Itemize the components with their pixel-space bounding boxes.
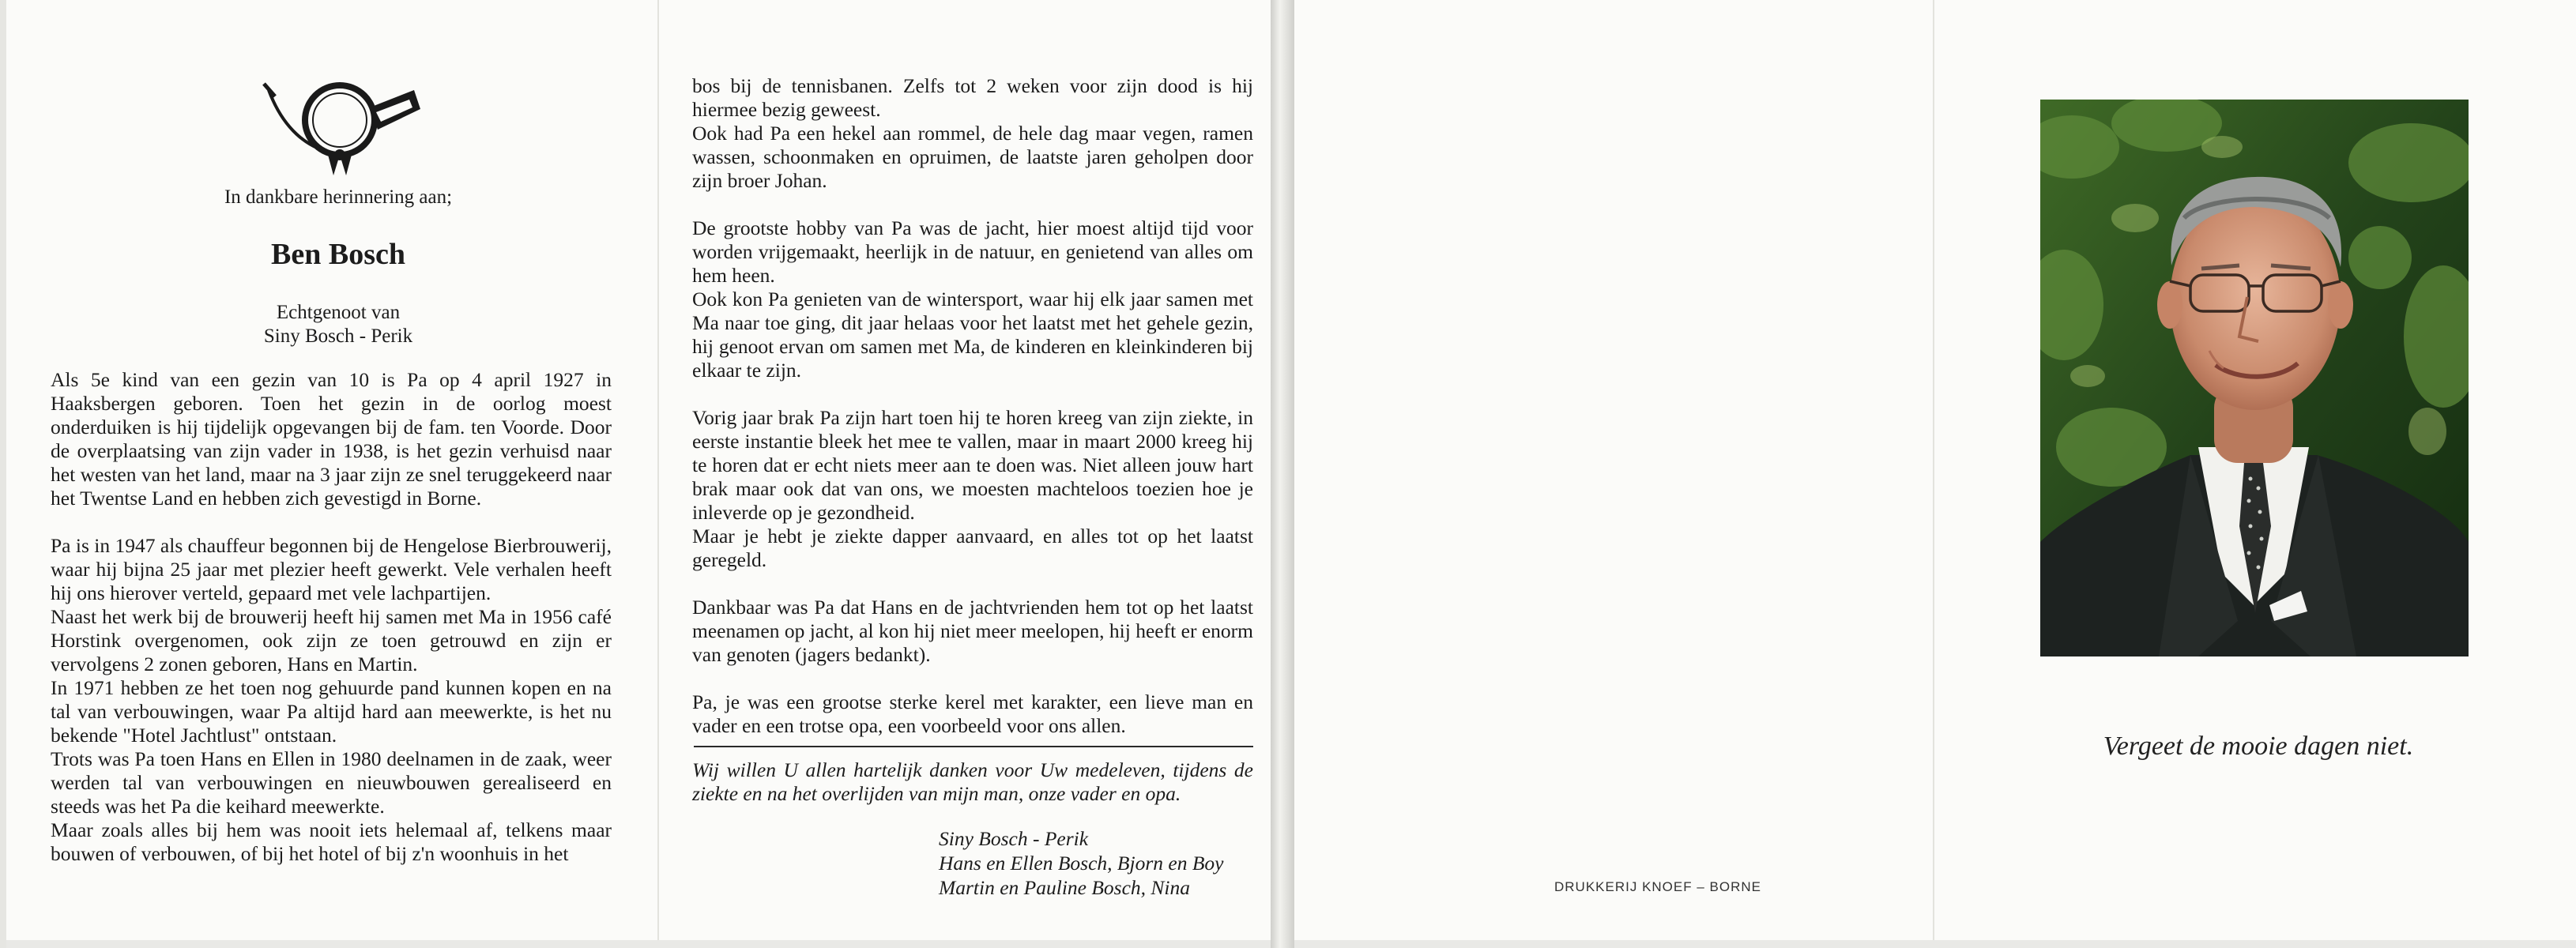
page-edge bbox=[6, 940, 1271, 948]
hunting-horn-icon bbox=[251, 73, 425, 183]
biography-paragraph: Maar zoals alles bij hem was nooit iets helemaal af, telkens maar bouwen of verbouwen, of bij het hotel of bij z'n woonhuis in het bbox=[51, 818, 612, 865]
biography-paragraph: Trots was Pa toen Hans en Ellen in 1980 deelnamen in de zaak, weer werden tal van verbouwingen en nieuwbouwen gerealiseerd en steeds was het Pa die keihard meewerkte. bbox=[51, 747, 612, 818]
dedication-line: In dankbare herinnering aan; bbox=[224, 186, 453, 208]
biography-column-2 bbox=[692, 74, 1253, 738]
biography-paragraph: Ook kon Pa genieten van de wintersport, waar hij elk jaar samen met Ma naar toe ging, dit jaar helaas voor het laatst met het gehele gezin, hij genoot ervan om samen met Ma, de kinderen en kleinkinderen bij elkaar te zijn. bbox=[692, 288, 1253, 382]
memorial-motto: Vergeet de mooie dagen niet. bbox=[2103, 732, 2414, 761]
biography-paragraph: Ook had Pa een hekel aan rommel, de hele dag maar vegen, ramen wassen, schoonmaken en opruimen, de laatste jaren geholpen door zijn broer Johan. bbox=[692, 122, 1253, 192]
signoff-line: Hans en Ellen Bosch, Bjorn en Boy bbox=[939, 852, 1224, 875]
biography-column-1 bbox=[51, 368, 612, 866]
biography-paragraph: In 1971 hebben ze het toen nog gehuurde pand kunnen kopen en na tal van verbouwingen, waar Pa altijd hard aan meewerkte, is het nu bekende "Hotel Jachtlust" ontstaan. bbox=[51, 676, 612, 747]
spouse-relation: Echtgenoot van bbox=[276, 302, 401, 323]
center-fold bbox=[657, 0, 659, 948]
biography-paragraph: Dankbaar was Pa dat Hans en de jachtvrienden hem tot op het laatst meenamen op jacht, al kon hij niet meer meelopen, hij heeft er enorm van genoten (jagers bedankt). bbox=[692, 596, 1253, 666]
biography-paragraph: De grootste hobby van Pa was de jacht, hier moest altijd tijd voor worden vrijgemaakt, heerlijk in de natuur, en genietend van alles om hem heen. bbox=[692, 216, 1253, 287]
printer-credit: DRUKKERIJ KNOEF – BORNE bbox=[1554, 879, 1761, 894]
biography-paragraph: Vorig jaar brak Pa zijn hart toen hij te horen kreeg van zijn ziekte, in eerste instantie bleek het mee te vallen, maar in maart 2000 kreeg hij te horen dat er echt niets meer aan te doen was. Niet alleen jouw hart brak maar ook dat van ons, we moesten machteloos toezien hoe je inleverde op je gezondheid. bbox=[692, 406, 1253, 524]
card-inner-spread bbox=[6, 0, 1271, 948]
center-fold bbox=[1933, 0, 1934, 948]
biography-paragraph: Maar je hebt je ziekte dapper aanvaard, en alles tot op het laatst geregeld. bbox=[692, 525, 1253, 571]
thanks-message: Wij willen U allen hartelijk danken voor Uw medeleven, tijdens de ziekte en na het overlijden van mijn man, onze vader en opa. bbox=[692, 758, 1253, 805]
biography-paragraph: Pa is in 1947 als chauffeur begonnen bij de Hengelose Bierbrouwerij, waar hij bijna 25 jaar met plezier heeft gewerkt. Vele verhalen heeft hij ons hierover verteld, gepaard met vele lachpartijen. bbox=[51, 534, 612, 604]
deceased-name: Ben Bosch bbox=[271, 238, 405, 271]
card-fold-gap bbox=[1271, 0, 1294, 948]
portrait-photo bbox=[2040, 100, 2469, 656]
biography-paragraph: Als 5e kind van een gezin van 10 is Pa op 4 april 1927 in Haaksbergen geboren. Toen het gezin in de oorlog moest onderduiken is hij tijdelijk opgevangen bij de fam. ten Voorde. Door de overplaatsing van zijn vader in 1938, is het gezin verhuisd naar het westen van het land, maar na 3 jaar zijn ze snel teruggekeerd naar het Twentse Land en hebben zich gevestigd in Borne. bbox=[51, 368, 612, 510]
spouse-name: Siny Bosch - Perik bbox=[263, 325, 413, 347]
signoff-line: Siny Bosch - Perik bbox=[939, 827, 1089, 850]
divider-line bbox=[694, 746, 1253, 747]
biography-paragraph: Pa, je was een grootse sterke kerel met karakter, een lieve man en vader en een trotse opa, een voorbeeld voor ons allen. bbox=[692, 690, 1253, 737]
family-signoff bbox=[939, 826, 1271, 900]
biography-paragraph: bos bij de tennisbanen. Zelfs tot 2 weken voor zijn dood is hij hiermee bezig geweest. bbox=[692, 74, 1253, 121]
page-edge bbox=[1294, 940, 2576, 948]
card-outer-spread bbox=[1294, 0, 2576, 948]
biography-paragraph: Naast het werk bij de brouwerij heeft hij samen met Ma in 1956 café Horstink overgenomen, ook zijn ze toen getrouwd en zijn er vervolgens 2 zonen geboren, Hans en Martin. bbox=[51, 605, 612, 675]
signoff-line: Martin en Pauline Bosch, Nina bbox=[939, 876, 1191, 899]
